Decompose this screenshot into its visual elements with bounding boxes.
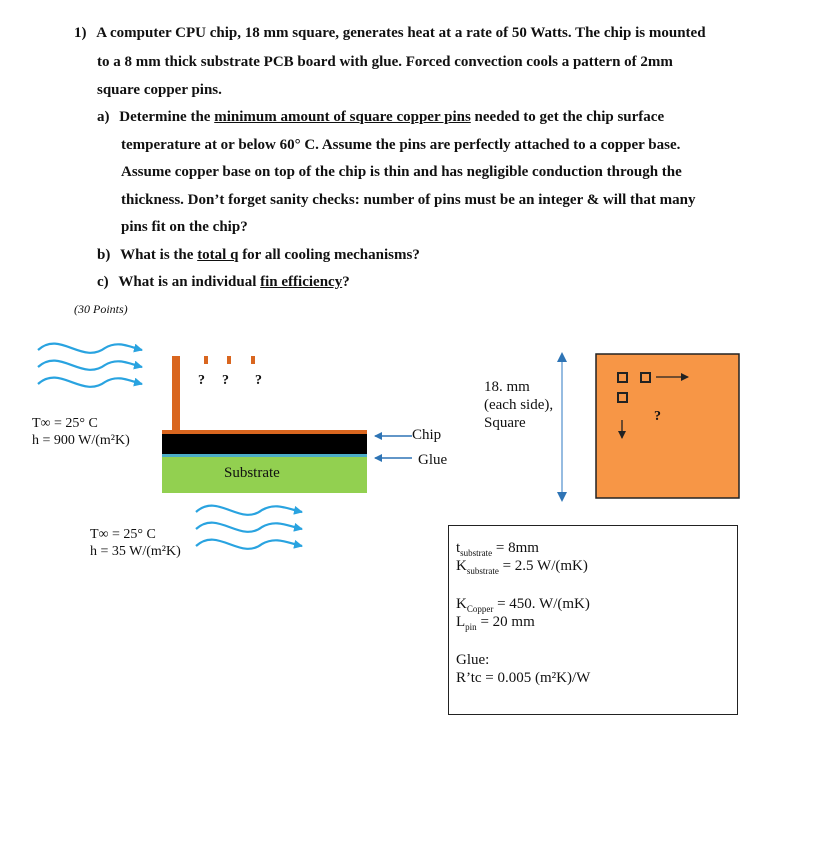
part-a-line-3: Assume copper base on top of the chip is thin and has negligible conduction through the	[121, 164, 682, 180]
k-copper	[456, 596, 590, 614]
part-c	[97, 275, 350, 290]
k-copper-subscript: Copper	[466, 604, 494, 614]
k-copper-value: = 450. W/(mK)	[493, 596, 590, 612]
part-a-text-post: needed to get the chip surface	[470, 109, 665, 125]
part-a-line-1	[97, 110, 664, 125]
k-copper-symbol: K	[456, 596, 467, 612]
chip-label: Chip	[412, 427, 442, 443]
part-a-label: a)	[97, 109, 110, 125]
copper-base	[162, 430, 367, 434]
part-c-text-pre: What is an individual	[118, 274, 261, 290]
pin-unknown-3: ?	[255, 373, 262, 388]
problem-line-1	[74, 26, 706, 41]
problem-statement-2: to a 8 mm thick substrate PCB board with glue. Forced convection cools a pattern of 2mm	[97, 54, 673, 70]
t-substrate-value: = 8mm	[492, 540, 539, 556]
k-substrate-symbol: K	[456, 558, 467, 574]
part-b-text-pre: What is the	[120, 247, 198, 263]
glue-title: Glue:	[456, 652, 490, 668]
l-pin-symbol: L	[456, 614, 466, 630]
glue-layer	[162, 454, 367, 457]
dimension-line-1: 18. mm	[484, 379, 530, 395]
part-b-text-post: for all cooling mechanisms?	[238, 247, 420, 263]
t-substrate-subscript: substrate	[460, 548, 493, 558]
bottom-h: h = 35 W/(m²K)	[90, 544, 181, 559]
part-a-text-pre: Determine the	[119, 109, 215, 125]
l-pin-value: = 20 mm	[476, 614, 535, 630]
k-substrate-value: = 2.5 W/(mK)	[498, 558, 588, 574]
glue-resistance: R’tc = 0.005 (m²K)/W	[456, 670, 591, 686]
airflow-bottom-icon	[196, 506, 302, 549]
l-pin-subscript: pin	[465, 622, 477, 632]
part-a-line-4: thickness. Don’t forget sanity checks: number of pins must be an integer & will that many	[121, 192, 696, 208]
part-a-line-5: pins fit on the chip?	[121, 219, 248, 235]
glue-label: Glue	[418, 452, 448, 468]
chip-block	[162, 434, 367, 454]
part-c-text-post: ?	[342, 274, 350, 290]
part-c-underlined: fin efficiency	[260, 274, 343, 290]
problem-statement-3: square copper pins.	[97, 82, 222, 98]
k-substrate	[456, 558, 588, 576]
top-view-unknown: ?	[654, 409, 661, 424]
k-substrate-subscript: substrate	[466, 566, 499, 576]
t-substrate-symbol: t	[456, 540, 461, 556]
top-t-inf: T∞ = 25° C	[32, 416, 98, 431]
dimension-line-2: (each side),	[484, 397, 554, 413]
points: (30 Points)	[74, 302, 128, 316]
bottom-t-inf: T∞ = 25° C	[90, 527, 156, 542]
part-b-label: b)	[97, 247, 111, 263]
dimension-line-3: Square	[484, 415, 526, 431]
pin-unknown-1: ?	[198, 373, 205, 388]
problem-statement-1: A computer CPU chip, 18 mm square, generates heat at a rate of 50 Watts. The chip is mounted	[96, 25, 706, 41]
part-a-line-2: temperature at or below 60° C. Assume the pins are perfectly attached to a copper base.	[121, 137, 681, 153]
copper-pins	[172, 356, 255, 434]
airflow-top-icon	[38, 344, 142, 387]
part-c-label: c)	[97, 274, 109, 290]
substrate-label: Substrate	[224, 465, 280, 481]
t-substrate	[456, 540, 539, 558]
pin-unknown-2: ?	[222, 373, 229, 388]
l-pin	[456, 614, 535, 632]
problem-number: 1)	[74, 25, 87, 41]
part-b	[97, 248, 420, 263]
part-a-underlined: minimum amount of square copper pins	[214, 109, 471, 125]
top-h: h = 900 W/(m²K)	[32, 433, 130, 448]
part-b-underlined: total q	[197, 247, 239, 263]
